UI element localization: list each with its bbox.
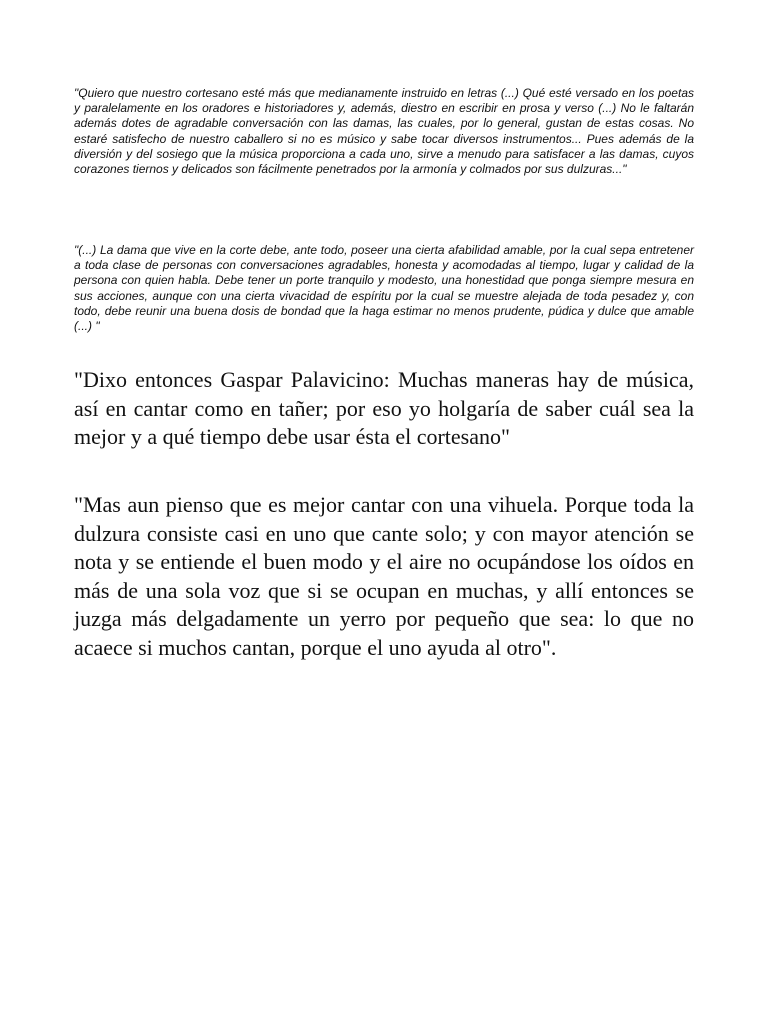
quote-cantar-vihuela: "Mas aun pienso que es mejor cantar con una vihuela. Porque toda la dulzura consiste casi en uno que cante solo; y con mayor atención se nota y se entiende el buen modo y el aire no ocupándose los oídos en más de una sola voz que si se ocupan en muchas, y allí entonces se juzga más delgadamente un yerro por pequeño que sea: lo que no acaece si muchos cantan, porque el uno ayuda al otro". — [74, 492, 694, 660]
quote-gaspar-palavicino: "Dixo entonces Gaspar Palavicino: Muchas maneras hay de música, así en cantar como en tañer; por eso yo holgaría de saber cuál sea la mejor y a qué tiempo debe usar ésta el cortesano" — [74, 367, 694, 450]
quote-cortesano-letras: "Quiero que nuestro cortesano esté más que medianamente instruido en letras (...) Qué esté versado en los poetas y paralelamente en los oradores e historiadores y, además, diestro en escribir en prosa y verso (...) No le faltarán además dotes de agradable conversación con las damas, las cuales, por lo general, gustan de estas cosas. No estaré satisfecho de nuestro caballero si no es músico y sabe tocar diversos instrumentos... Pues además de la diversión y del sosiego que la música proporciona a cada uno, sirve a menudo para satisfacer a las damas, cuyos corazones tiernos y delicados son fácilmente penetrados por la armonía y colmados por sus dulzuras..." — [74, 86, 694, 177]
quote-dama-corte: "(...) La dama que vive en la corte debe, ante todo, poseer una cierta afabilidad amable, por la cual sepa entretener a toda clase de personas con conversaciones agradables, honesta y acomodadas al tiempo, lugar y calidad de la persona con quien habla. Debe tener un porte tranquilo y modesto, una honestidad que ponga siempre mesura en sus acciones, aunque con una cierta vivacidad de espíritu por la cual se muestre alejada de toda pesadez y, con todo, debe reunir una buena dosis de bondad que la haga estimar no menos prudente, púdica y dulce que amable (...) " — [74, 243, 694, 334]
